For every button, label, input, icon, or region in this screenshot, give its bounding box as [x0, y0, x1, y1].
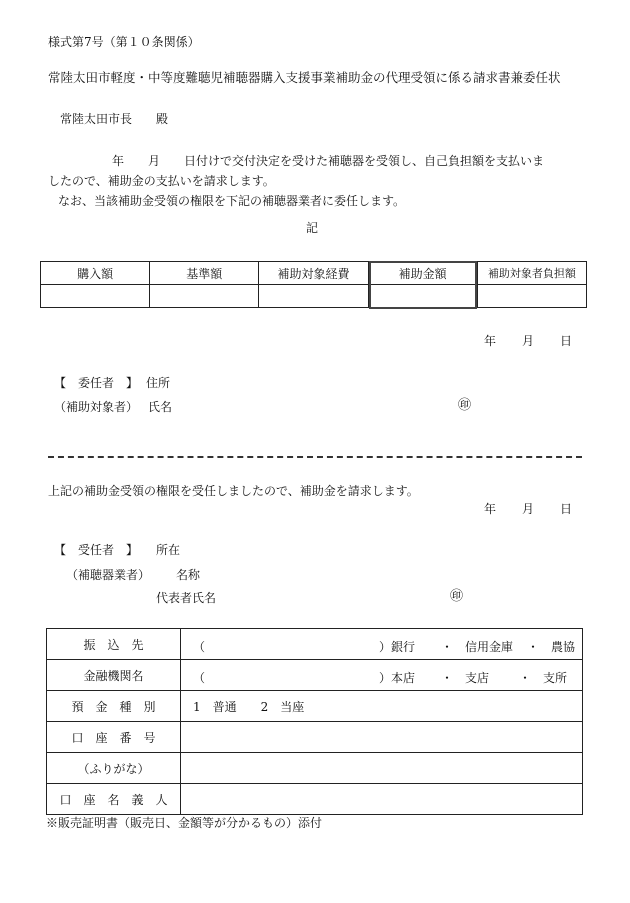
header-self-burden: 補助対象者負担額	[477, 262, 586, 285]
subsidy-amount-highlight	[369, 261, 477, 309]
bank-row-transfer	[47, 629, 583, 660]
bank-row-furigana	[47, 753, 583, 784]
amount-header-row	[41, 262, 587, 285]
value-purchase-amount[interactable]	[41, 285, 150, 308]
header-standard-amount: 基準額	[150, 262, 259, 285]
attachment-note: ※販売証明書（販売日、金額等が分かるもの）添付	[46, 816, 323, 830]
bank-row-account-holder	[47, 784, 583, 815]
transfer-value[interactable]: （ ）銀行 ・ 信用金庫 ・ 農協	[181, 629, 583, 660]
delegator-role: （補助対象者）	[54, 400, 139, 414]
delegator-address-label: 住所	[146, 376, 171, 390]
date-2: 年 月 日	[484, 502, 573, 516]
addressee-honorific: 殿	[156, 112, 169, 126]
header-subsidy-amount: 補助金額	[368, 262, 477, 285]
institution-label: 金融機関名	[47, 660, 181, 691]
header-purchase-amount: 購入額	[41, 262, 150, 285]
delegatee-role: （補聴器業者）	[66, 568, 151, 582]
delegatee-location-label: 所在	[156, 543, 181, 557]
delegator-name-label: 氏名	[148, 400, 173, 414]
date-1: 年 月 日	[484, 334, 573, 348]
deposit-type-label: 預 金 種 別	[47, 691, 181, 722]
bank-table	[46, 628, 583, 815]
body-line-1: 年 月 日付けで交付決定を受けた補聴器を受領し、自己負担額を支払いま	[112, 154, 545, 168]
value-standard-amount[interactable]	[150, 285, 259, 308]
delegator-label: 【 委任者 】	[54, 376, 139, 390]
furigana-value[interactable]	[181, 753, 583, 784]
account-number-label: 口 座 番 号	[47, 722, 181, 753]
delegatee-name-label: 名称	[176, 568, 201, 582]
delegator-name-line	[54, 401, 172, 413]
form-number: 様式第7号（第１０条関係）	[48, 35, 200, 49]
ki-heading: 記	[306, 221, 319, 235]
amount-table	[40, 261, 587, 308]
account-number-value[interactable]	[181, 722, 583, 753]
institution-value[interactable]: （ ）本店 ・ 支店 ・ 支所	[181, 660, 583, 691]
account-holder-label: 口 座 名 義 人	[47, 784, 181, 815]
body-line-3: なお、当該補助金受領の権限を下記の補聴器業者に委任します。	[58, 194, 406, 208]
delegator-heading	[54, 377, 170, 389]
delegatee-name-line	[66, 569, 200, 581]
seal-icon: ㊞	[450, 589, 464, 604]
delegatee-label: 【 受任者 】	[54, 543, 139, 557]
amount-value-row	[41, 285, 587, 308]
delegatee-rep-label: 代表者氏名	[156, 591, 217, 605]
value-eligible-cost[interactable]	[259, 285, 368, 308]
document-title: 常陸太田市軽度・中等度難聴児補聴器購入支援事業補助金の代理受領に係る請求書兼委任状	[48, 70, 561, 85]
receipt-statement: 上記の補助金受領の権限を受任しましたので、補助金を請求します。	[48, 484, 419, 498]
delegatee-heading	[54, 544, 180, 556]
bank-row-institution	[47, 660, 583, 691]
bank-row-account-number	[47, 722, 583, 753]
addressee	[60, 113, 168, 125]
deposit-type-value[interactable]: 1 普通 2 当座	[181, 691, 583, 722]
addressee-name: 常陸太田市長	[60, 112, 133, 126]
header-eligible-cost: 補助対象経費	[259, 262, 368, 285]
seal-icon: ㊞	[458, 398, 472, 413]
bank-row-deposit-type	[47, 691, 583, 722]
furigana-label: （ふりがな）	[47, 753, 181, 784]
account-holder-value[interactable]	[181, 784, 583, 815]
transfer-label: 振 込 先	[47, 629, 181, 660]
value-self-burden[interactable]	[477, 285, 586, 308]
cut-line-divider	[48, 456, 582, 458]
body-line-2: したので、補助金の支払いを請求します。	[48, 174, 275, 188]
